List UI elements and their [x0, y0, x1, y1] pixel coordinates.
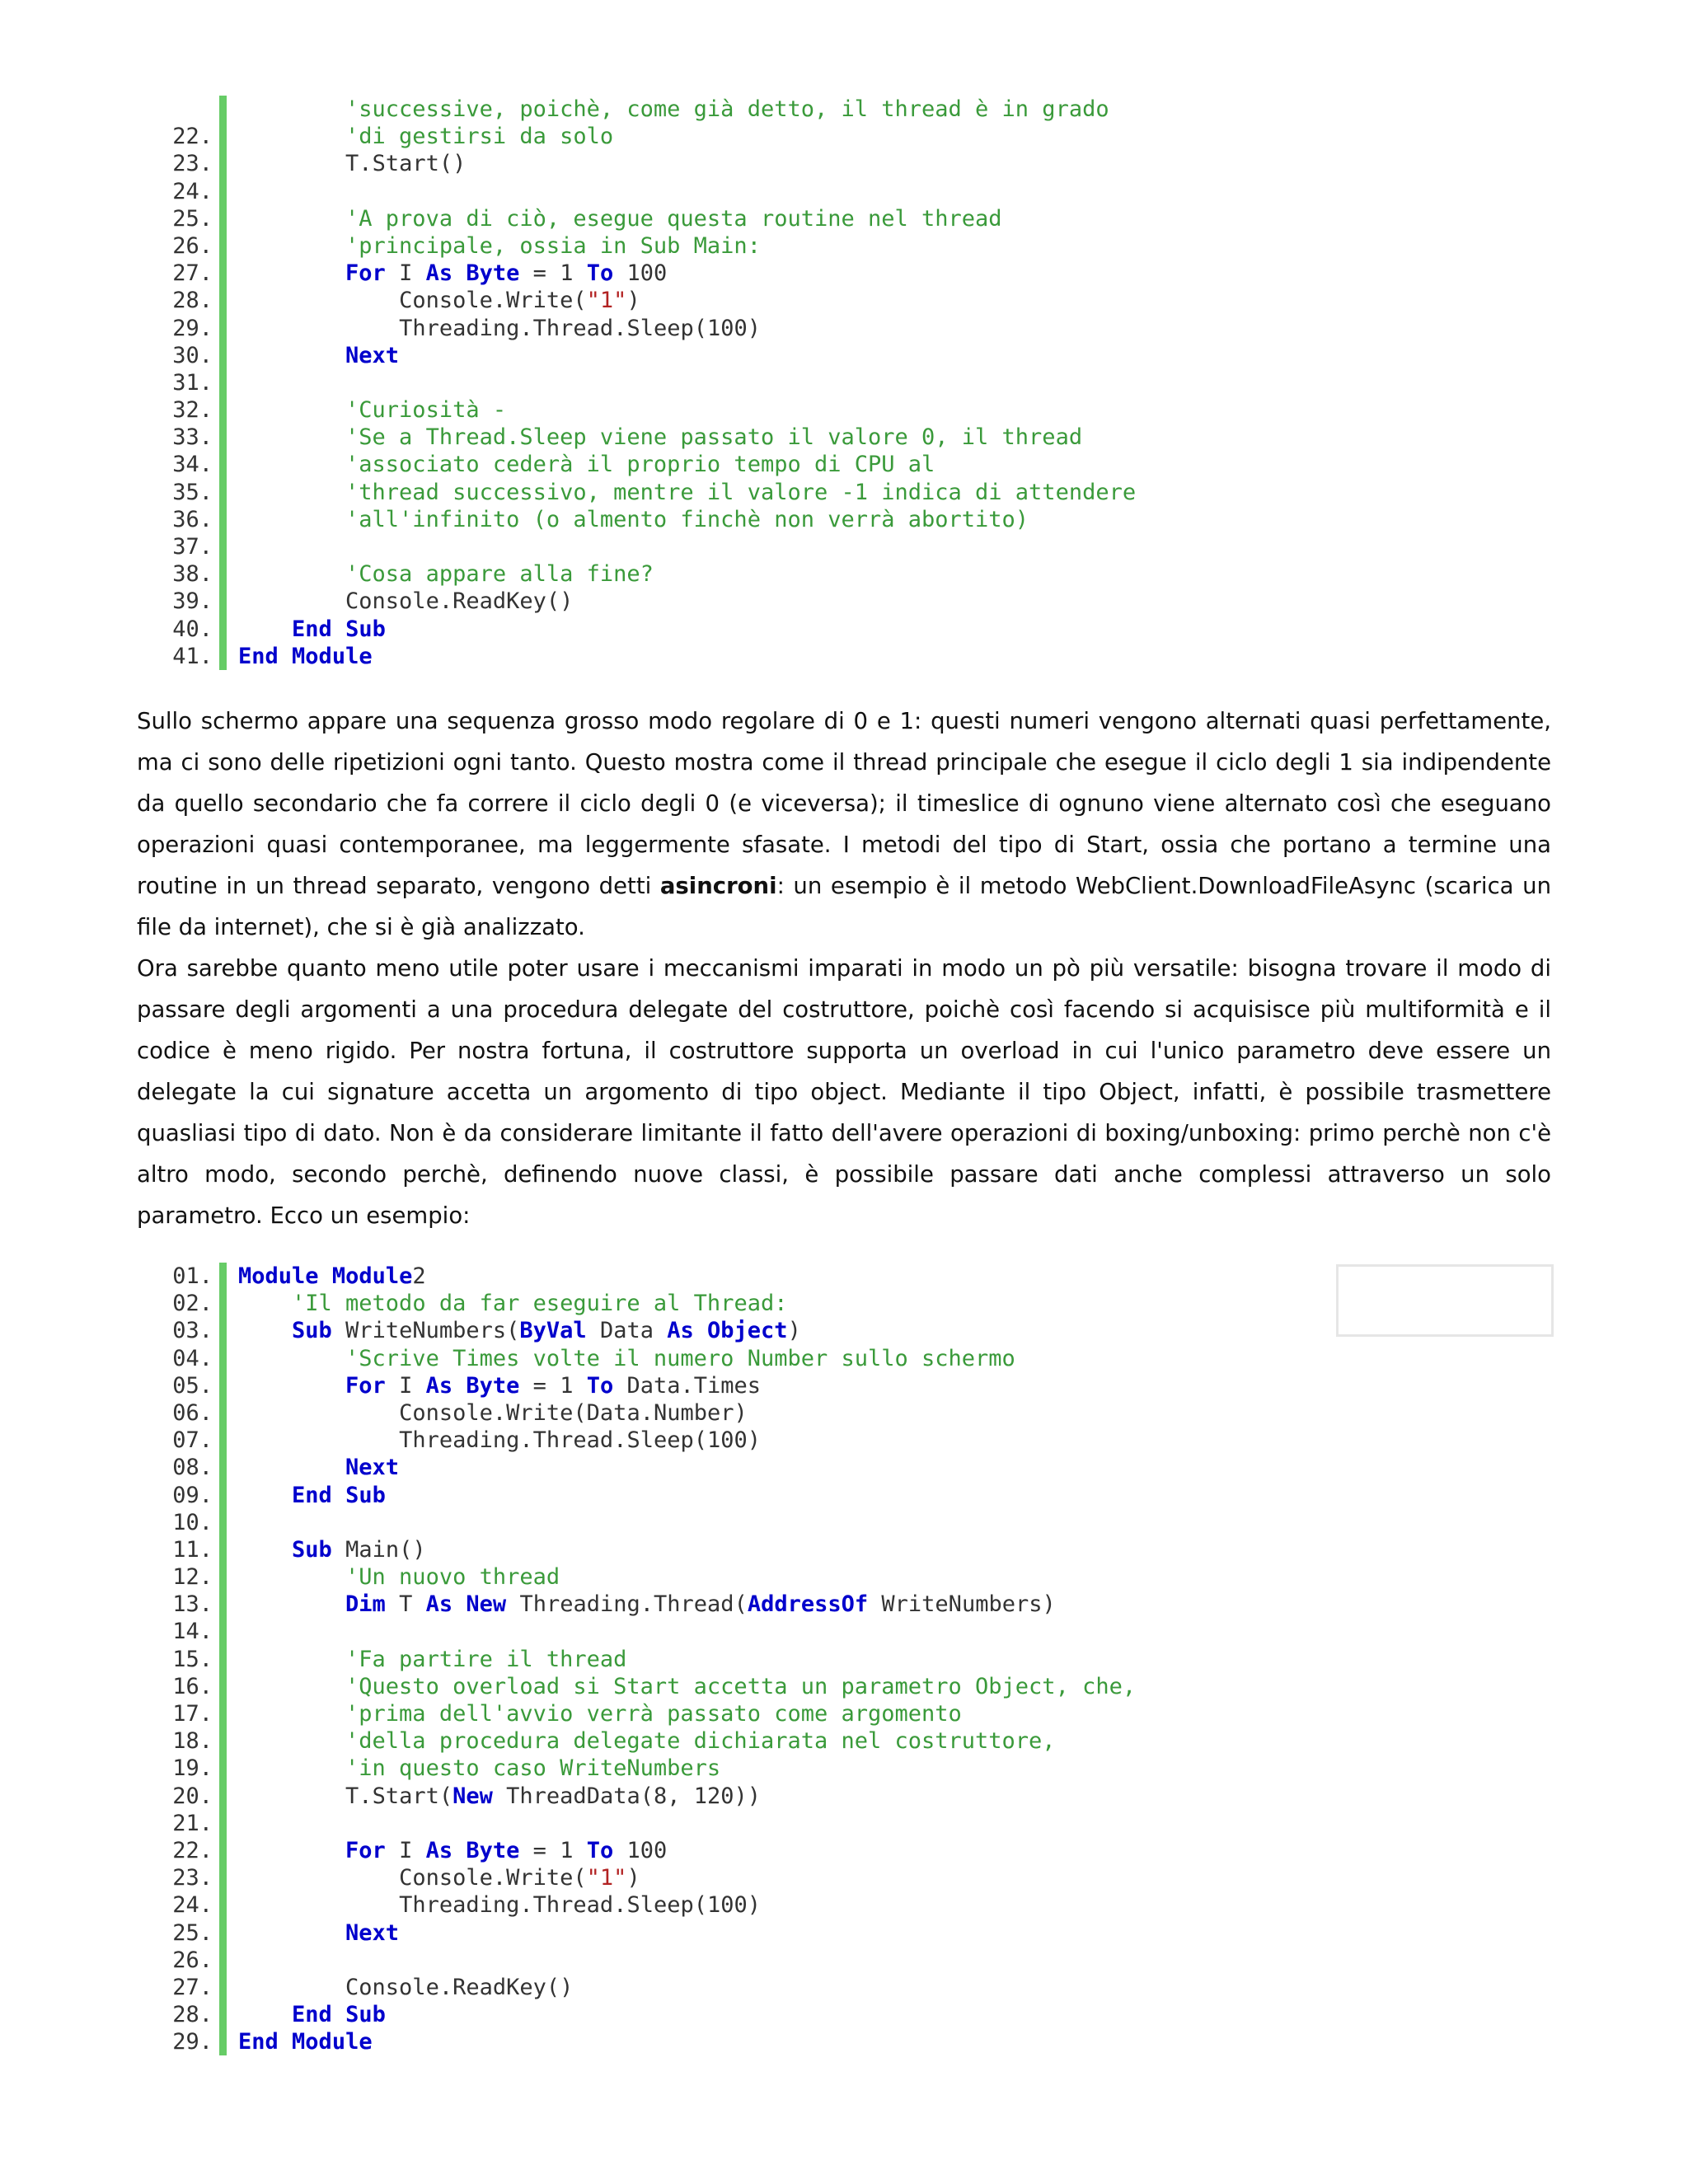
code-text: [238, 1482, 386, 1509]
code-text: [238, 396, 506, 424]
code-text: [238, 342, 399, 369]
line-number: 04.: [172, 1345, 213, 1371]
line-number: 28.: [172, 288, 213, 314]
gutter-bar: [219, 1974, 227, 2001]
line-number: 20.: [172, 1783, 213, 1809]
keyword: New: [466, 1591, 507, 1618]
gutter-bar: [219, 1317, 227, 1344]
keyword: Sub: [292, 1318, 332, 1344]
code-text: Console.Write("1"): [399, 1865, 640, 1891]
line-number: 18.: [172, 1728, 213, 1755]
keyword: Sub: [345, 2002, 386, 2028]
keyword: To: [586, 1372, 614, 1399]
comment: 'Un nuovo thread: [345, 1564, 560, 1591]
code-text: [238, 643, 373, 670]
code-text: Module Module2: [238, 1263, 426, 1289]
gutter-bar: [219, 1591, 227, 1618]
line-number: 14.: [172, 1619, 213, 1645]
gutter-bar: [219, 342, 227, 369]
keyword: Byte: [466, 1837, 520, 1863]
gutter-bar: [219, 424, 227, 451]
gutter-bar: [219, 1810, 227, 1837]
gutter-bar: [219, 643, 227, 670]
gutter-bar: [219, 588, 227, 615]
string-literal: "1": [586, 288, 627, 314]
line-number: 28.: [172, 2002, 213, 2028]
keyword: Module: [238, 1263, 319, 1289]
line-number: 30.: [172, 342, 213, 368]
line-number: 07.: [172, 1427, 213, 1454]
line-number: 17.: [172, 1701, 213, 1727]
line-number: 12.: [172, 1564, 213, 1591]
line-number: 39.: [172, 588, 213, 615]
line-number: 03.: [172, 1318, 213, 1344]
gutter-bar: [219, 96, 227, 123]
line-number: 27.: [172, 1974, 213, 2000]
keyword: AddressOf: [747, 1591, 869, 1618]
gutter-bar: [219, 1345, 227, 1372]
code-text: [238, 616, 386, 643]
line-number: 23.: [172, 1865, 213, 1891]
code-text: For I As Byte = 1 To Data.Times: [345, 1372, 762, 1399]
keyword: Sub: [345, 1482, 386, 1508]
code-text: Sub WriteNumbers(ByVal Data As Object): [292, 1318, 801, 1344]
line-number: 09.: [172, 1482, 213, 1508]
line-number: 21.: [172, 1810, 213, 1836]
gutter-bar: [219, 1427, 227, 1454]
line-number: 38.: [172, 561, 213, 588]
keyword: Next: [345, 1455, 400, 1481]
paragraph-1-text: Sullo schermo appare una sequenza grosso modo regolare di 0 e 1: questi numeri vengono alternati quasi perfettamente, ma ci sono delle ripetizioni ogni tanto. Questo mostra come il thread principale che esegue il ciclo degli 1 sia indipendente da quello secondario che fa correre il ciclo degli 0 (e viceversa); il timeslice di ognuno viene alternato così che eseguano operazioni quasi contemporanee, ma leggermente sfasate. I metodi del tipo di Start, ossia che portano a termine una routine in un thread separato, vengono detti: [137, 708, 1551, 899]
code-text: [238, 1646, 626, 1673]
code-text: Console.ReadKey(): [345, 1974, 574, 2000]
code-text: [238, 451, 935, 478]
gutter-bar: [219, 1727, 227, 1755]
gutter-bar: [219, 2001, 227, 2028]
comment: 'A prova di ciò, esegue questa routine nel thread: [345, 205, 1002, 232]
gutter-bar: [219, 260, 227, 287]
gutter-bar: [219, 1646, 227, 1673]
keyword: To: [586, 260, 614, 287]
gutter-bar: [219, 1372, 227, 1399]
keyword: Module: [292, 643, 373, 669]
line-number: 13.: [172, 1591, 213, 1618]
keyword: Next: [345, 342, 400, 368]
keyword: New: [452, 1783, 493, 1809]
code-text: [238, 479, 1136, 506]
line-number: 16.: [172, 1673, 213, 1699]
keyword: Object: [707, 1318, 788, 1344]
code-text: T.Start(): [345, 151, 467, 177]
keyword: As: [425, 1837, 453, 1863]
line-number: 23.: [172, 151, 213, 177]
gutter-bar: [219, 205, 227, 232]
line-number: 35.: [172, 479, 213, 505]
comment: 'in questo caso WriteNumbers: [345, 1755, 721, 1782]
code-text: [238, 1290, 787, 1317]
comment: 'principale, ossia in Sub Main:: [345, 232, 761, 259]
line-number: 29.: [172, 315, 213, 341]
code-text: [238, 232, 761, 260]
gutter-bar: [219, 1919, 227, 1947]
gutter-bar: [219, 150, 227, 177]
code-text: [238, 1454, 399, 1481]
code-text: Sub Main(): [292, 1536, 426, 1563]
comment: 'Curiosità -: [345, 397, 507, 424]
keyword: As: [667, 1318, 694, 1344]
paragraph-2: Ora sarebbe quanto meno utile poter usare i meccanismi imparati in modo un pò più versatile: bisogna trovare il modo di passare degli argomenti a una procedura delegate del costruttore, poichè così facendo si acquisisce più multiformità e il codice è meno rigido. Per nostra fortuna, il costruttore supporta un overload in cui l'unico parametro deve essere un delegate la cui signature accetta un argomento di tipo object. Mediante il tipo Object, infatti, è possibile trasmettere quasliasi tipo di dato. Non è da considerare limitante il fatto dell'avere operazioni di boxing/unboxing: primo perchè non c'è altro modo, secondo perchè, definendo nuove classi, è possibile passare dati anche complessi attraverso un solo parametro. Ecco un esempio:: [137, 955, 1551, 1229]
line-number: 31.: [172, 369, 213, 396]
code-text: [238, 1727, 1056, 1755]
line-number: 33.: [172, 424, 213, 451]
keyword: Sub: [292, 1536, 332, 1563]
code-text: Threading.Thread.Sleep(100): [399, 1892, 762, 1919]
keyword: ByVal: [519, 1318, 587, 1344]
line-number: 06.: [172, 1399, 213, 1426]
keyword: End: [238, 643, 279, 669]
comment: 'Il metodo da far eseguire al Thread:: [292, 1291, 788, 1317]
gutter-bar: [219, 2028, 227, 2055]
code-text: [238, 424, 1082, 451]
code-text: [238, 96, 1109, 123]
line-number: 37.: [172, 534, 213, 560]
code-text: [238, 1345, 1015, 1372]
line-number: 32.: [172, 397, 213, 424]
keyword: Byte: [466, 260, 520, 287]
comment: 'Questo overload si Start accetta un parametro Object, che,: [345, 1673, 1137, 1699]
comment: 'di gestirsi da solo: [345, 124, 614, 150]
code-text: [238, 1673, 1136, 1700]
gutter-bar: [219, 1947, 227, 1974]
keyword: Byte: [466, 1372, 520, 1399]
gutter-bar: [219, 1837, 227, 1864]
gutter-bar: [219, 1263, 227, 1290]
line-number: 01.: [172, 1263, 213, 1289]
comment: 'successive, poichè, come già detto, il thread è in grado: [345, 96, 1109, 122]
line-number: 22.: [172, 1837, 213, 1863]
gutter-bar: [219, 1700, 227, 1727]
empty-note-box: [1336, 1264, 1554, 1337]
code-text: For I As Byte = 1 To 100: [345, 260, 668, 287]
gutter-bar: [219, 1509, 227, 1536]
gutter-bar: [219, 1755, 227, 1782]
gutter-bar: [219, 1536, 227, 1563]
code-text: [238, 1755, 720, 1782]
gutter-bar: [219, 369, 227, 396]
gutter-bar: [219, 1290, 227, 1317]
line-number: 08.: [172, 1455, 213, 1481]
keyword: Module: [292, 2029, 373, 2055]
line-number: 24.: [172, 178, 213, 204]
gutter-bar: [219, 616, 227, 643]
comment: 'thread successivo, mentre il valore -1 indica di attendere: [345, 479, 1137, 505]
comment: 'Scrive Times volte il numero Number sullo schermo: [345, 1345, 1015, 1371]
line-number: 10.: [172, 1509, 213, 1535]
line-number: 25.: [172, 205, 213, 232]
gutter-bar: [219, 506, 227, 533]
keyword: To: [586, 1837, 614, 1863]
comment: 'Fa partire il thread: [345, 1646, 627, 1672]
gutter-bar: [219, 315, 227, 342]
keyword: Next: [345, 1919, 400, 1946]
paragraph-1-text-end: : un esempio è il metodo WebClient.DownloadFileAsync (scarica un file da internet), che si è già analizzato.: [137, 873, 1552, 940]
line-number: 26.: [172, 1947, 213, 1973]
gutter-bar: [219, 533, 227, 560]
code-text: Threading.Thread.Sleep(100): [399, 1427, 762, 1454]
keyword: End: [292, 1482, 332, 1508]
comment: 'Cosa appare alla fine?: [345, 561, 654, 588]
keyword: As: [425, 1591, 453, 1618]
gutter-bar: [219, 1783, 227, 1810]
gutter-bar: [219, 1864, 227, 1891]
line-number: 22.: [172, 124, 213, 150]
code-text: [238, 2001, 386, 2028]
gutter-bar: [219, 1673, 227, 1700]
gutter-bar: [219, 1454, 227, 1481]
line-number: 11.: [172, 1536, 213, 1563]
comment: 'prima dell'avvio verrà passato come argomento: [345, 1701, 962, 1727]
string-literal: "1": [586, 1865, 627, 1891]
code-text: [238, 123, 613, 150]
line-number: 26.: [172, 232, 213, 259]
gutter-bar: [219, 232, 227, 260]
comment: 'della procedura delegate dichiarata nel costruttore,: [345, 1728, 1056, 1755]
line-number: 34.: [172, 452, 213, 478]
line-number: 40.: [172, 616, 213, 642]
line-number: 02.: [172, 1291, 213, 1317]
code-text: [238, 1919, 399, 1947]
gutter-bar: [219, 396, 227, 424]
code-text: Console.Write(Data.Number): [399, 1399, 748, 1426]
gutter-bar: [219, 1399, 227, 1427]
gutter-bar: [219, 451, 227, 478]
comment: 'associato cederà il proprio tempo di CPU al: [345, 452, 935, 478]
code-text: Dim T As New Threading.Thread(AddressOf WriteNumbers): [345, 1591, 1056, 1618]
keyword: End: [292, 616, 332, 642]
keyword: Module: [331, 1263, 413, 1289]
keyword: As: [425, 1372, 453, 1399]
paragraph-1: [137, 701, 1551, 948]
gutter-bar: [219, 479, 227, 506]
code-text: For I As Byte = 1 To 100: [345, 1837, 668, 1863]
code-text: Console.Write("1"): [399, 288, 640, 314]
keyword: Dim: [345, 1591, 386, 1618]
code-text: [238, 1700, 962, 1727]
code-text: [238, 1563, 560, 1591]
body-text: [137, 701, 1551, 1236]
keyword: For: [345, 1837, 386, 1863]
line-number: 15.: [172, 1646, 213, 1672]
line-number: 24.: [172, 1892, 213, 1919]
term-asincroni: asincroni: [659, 873, 777, 899]
keyword: As: [425, 260, 453, 287]
code-text: Threading.Thread.Sleep(100): [399, 315, 762, 341]
code-text: [238, 506, 1029, 533]
gutter-bar: [219, 1482, 227, 1509]
keyword: End: [292, 2002, 332, 2028]
code-text: [238, 560, 654, 588]
code-text: T.Start(New ThreadData(8, 120)): [345, 1783, 762, 1809]
code-text: [238, 205, 1002, 232]
keyword: End: [238, 2029, 279, 2055]
gutter-bar: [219, 123, 227, 150]
gutter-bar: [219, 178, 227, 205]
line-number: 36.: [172, 506, 213, 532]
line-number: 25.: [172, 1919, 213, 1946]
keyword: For: [345, 1372, 386, 1399]
gutter-bar: [219, 1618, 227, 1645]
gutter-bar: [219, 1563, 227, 1591]
comment: 'Se a Thread.Sleep viene passato il valore 0, il thread: [345, 424, 1083, 451]
line-number: 19.: [172, 1755, 213, 1782]
gutter-bar: [219, 1891, 227, 1919]
line-number: 27.: [172, 260, 213, 287]
line-number: 29.: [172, 2029, 213, 2055]
line-number: 05.: [172, 1372, 213, 1399]
gutter-bar: [219, 287, 227, 314]
keyword: Sub: [345, 616, 386, 642]
gutter-bar: [219, 560, 227, 588]
keyword: For: [345, 260, 386, 287]
line-number: 41.: [172, 643, 213, 669]
code-text: [238, 2028, 373, 2055]
code-text: Console.ReadKey(): [345, 588, 574, 615]
comment: 'all'infinito (o almento finchè non verrà abortito): [345, 506, 1029, 532]
